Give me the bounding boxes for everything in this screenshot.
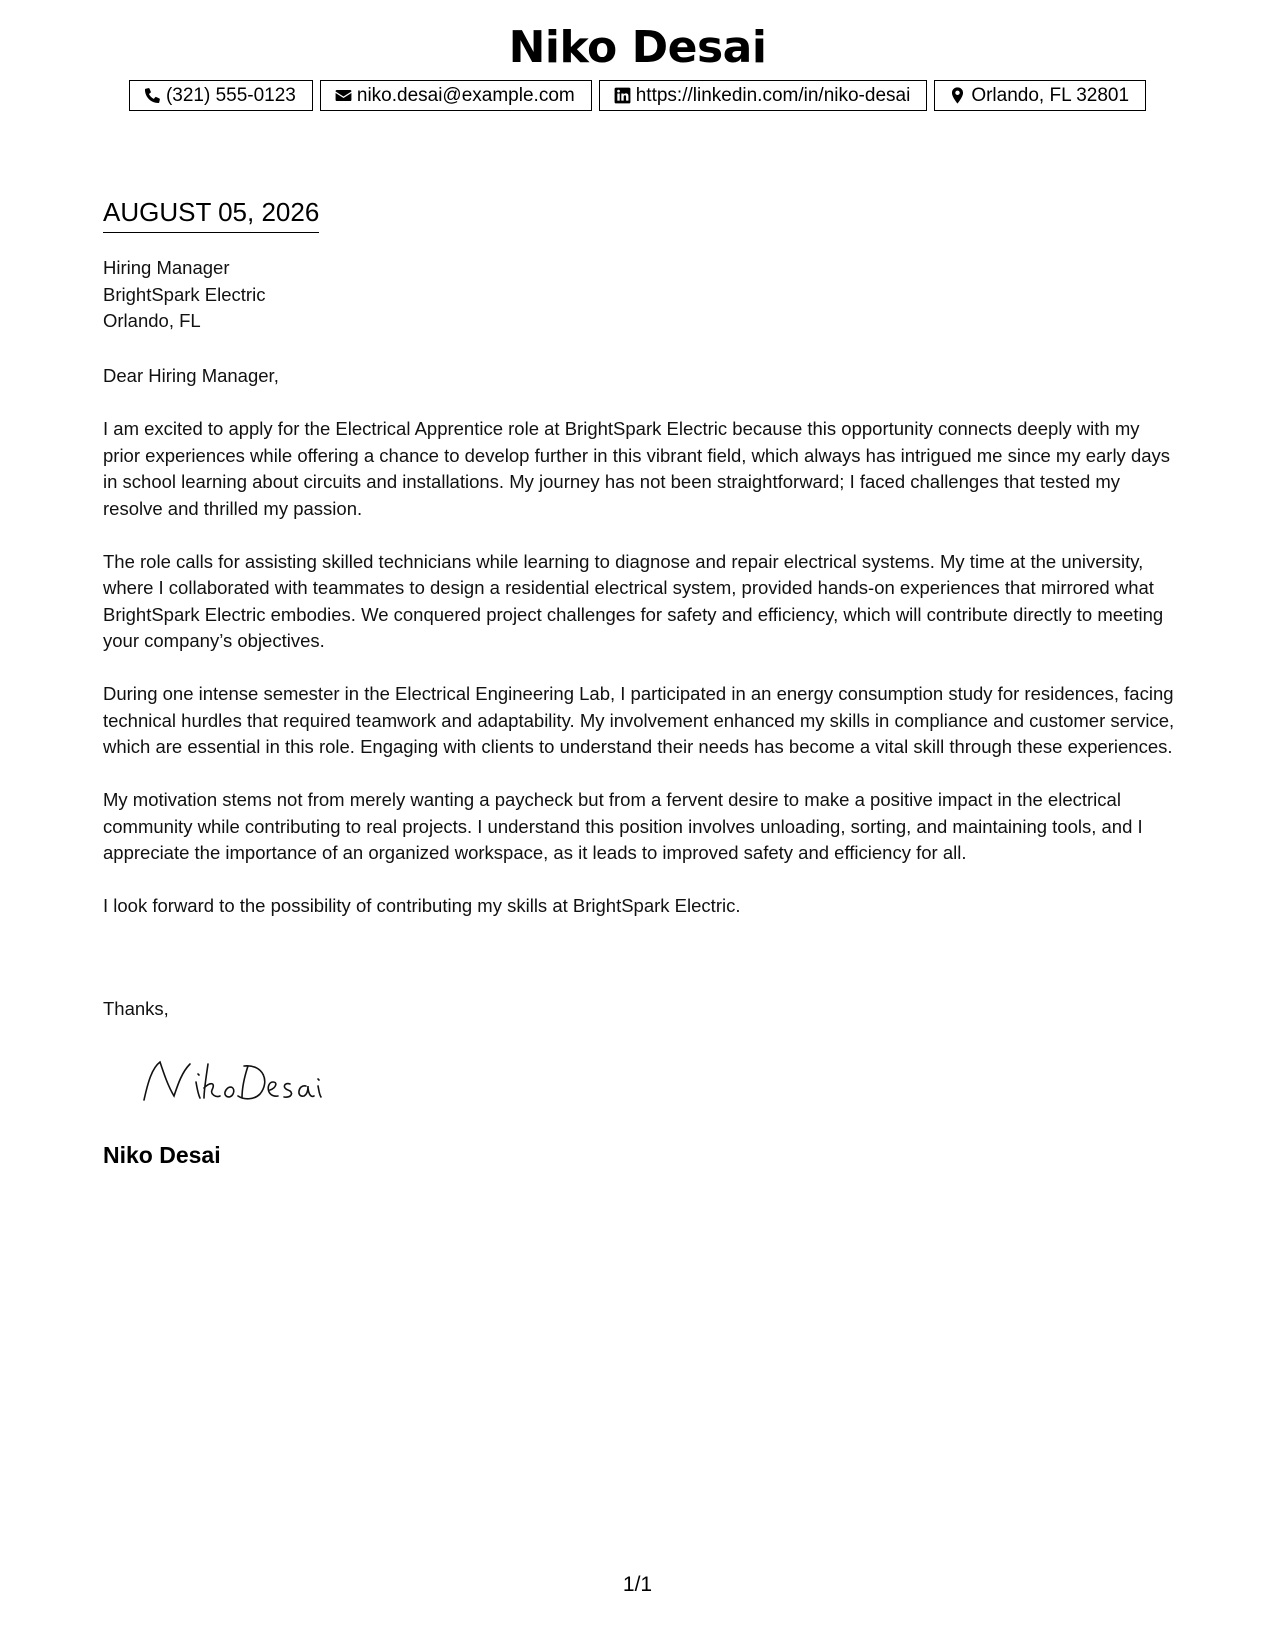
body-paragraph: The role calls for assisting skilled technicians while learning to diagnose and repair electrical systems. My time at the university, where I collaborated with teammates to design a residential electrical system, provided hands-on experiences that mirrored what BrightSpark Electric embodies. We conquered project challenges for safety and efficiency, which will contribute directly to meeting your company’s objectives.: [103, 550, 1164, 651]
body-paragraph: During one intense semester in the Electrical Engineering Lab, I participated in an energy consumption study for residences, facing technical hurdles that required teamwork and adaptability. My involvement enhanced my skills in compliance and customer service, which are essential in this role. Engaging with clients to understand their needs has become a vital skill through these experiences.: [103, 683, 1175, 757]
signature-image: [138, 1052, 328, 1108]
phone-text: (321) 555-0123: [165, 84, 296, 106]
linkedin-icon: [613, 86, 632, 105]
envelope-icon: [334, 86, 353, 105]
phone-contact[interactable]: [129, 80, 313, 111]
signer-name: Niko Desai: [103, 1142, 221, 1168]
phone-icon: [143, 86, 162, 105]
applicant-name-heading: Niko Desai: [508, 22, 767, 73]
salutation: Dear Hiring Manager,: [103, 365, 279, 386]
linkedin-text: https://linkedin.com/in/niko-desai: [635, 84, 911, 106]
email-contact[interactable]: [320, 80, 592, 111]
body-paragraph: My motivation stems not from merely wanting a paycheck but from a fervent desire to make a positive impact in the electrical community while contributing to real projects. I understand this position involves unloading, sorting, and maintaining tools, and I appreciate the importance of an organized workspace, as it leads to improved safety and efficiency for all.: [103, 789, 1143, 863]
email-text: niko.desai@example.com: [356, 84, 575, 106]
body-paragraph: I am excited to apply for the Electrical Apprentice role at BrightSpark Electric because this opportunity connects deeply with my prior experiences while offering a chance to develop further in this vibrant field, which always has intrigued me since my early days in school learning about circuits and installations. My journey has not been straightforward; I faced challenges that tested my resolve and thrilled my passion.: [103, 418, 1171, 519]
map-marker-icon: [948, 86, 967, 105]
body-paragraph: I look forward to the possibility of contributing my skills at BrightSpark Electric.: [103, 895, 741, 916]
contact-info-bar: [0, 80, 1275, 111]
letter-date: AUGUST 05, 2026: [103, 196, 319, 233]
recipient-block: [103, 255, 265, 335]
recipient-location: Orlando, FL: [103, 310, 201, 331]
page-number: 1/1: [622, 1573, 653, 1596]
closing-line: Thanks,: [103, 998, 169, 1019]
linkedin-contact[interactable]: [599, 80, 928, 111]
recipient-company: BrightSpark Electric: [103, 283, 266, 305]
location-text: Orlando, FL 32801: [971, 84, 1130, 106]
location-contact[interactable]: [934, 80, 1146, 111]
recipient-title: Hiring Manager: [103, 257, 230, 278]
letter-body: [103, 363, 1178, 946]
